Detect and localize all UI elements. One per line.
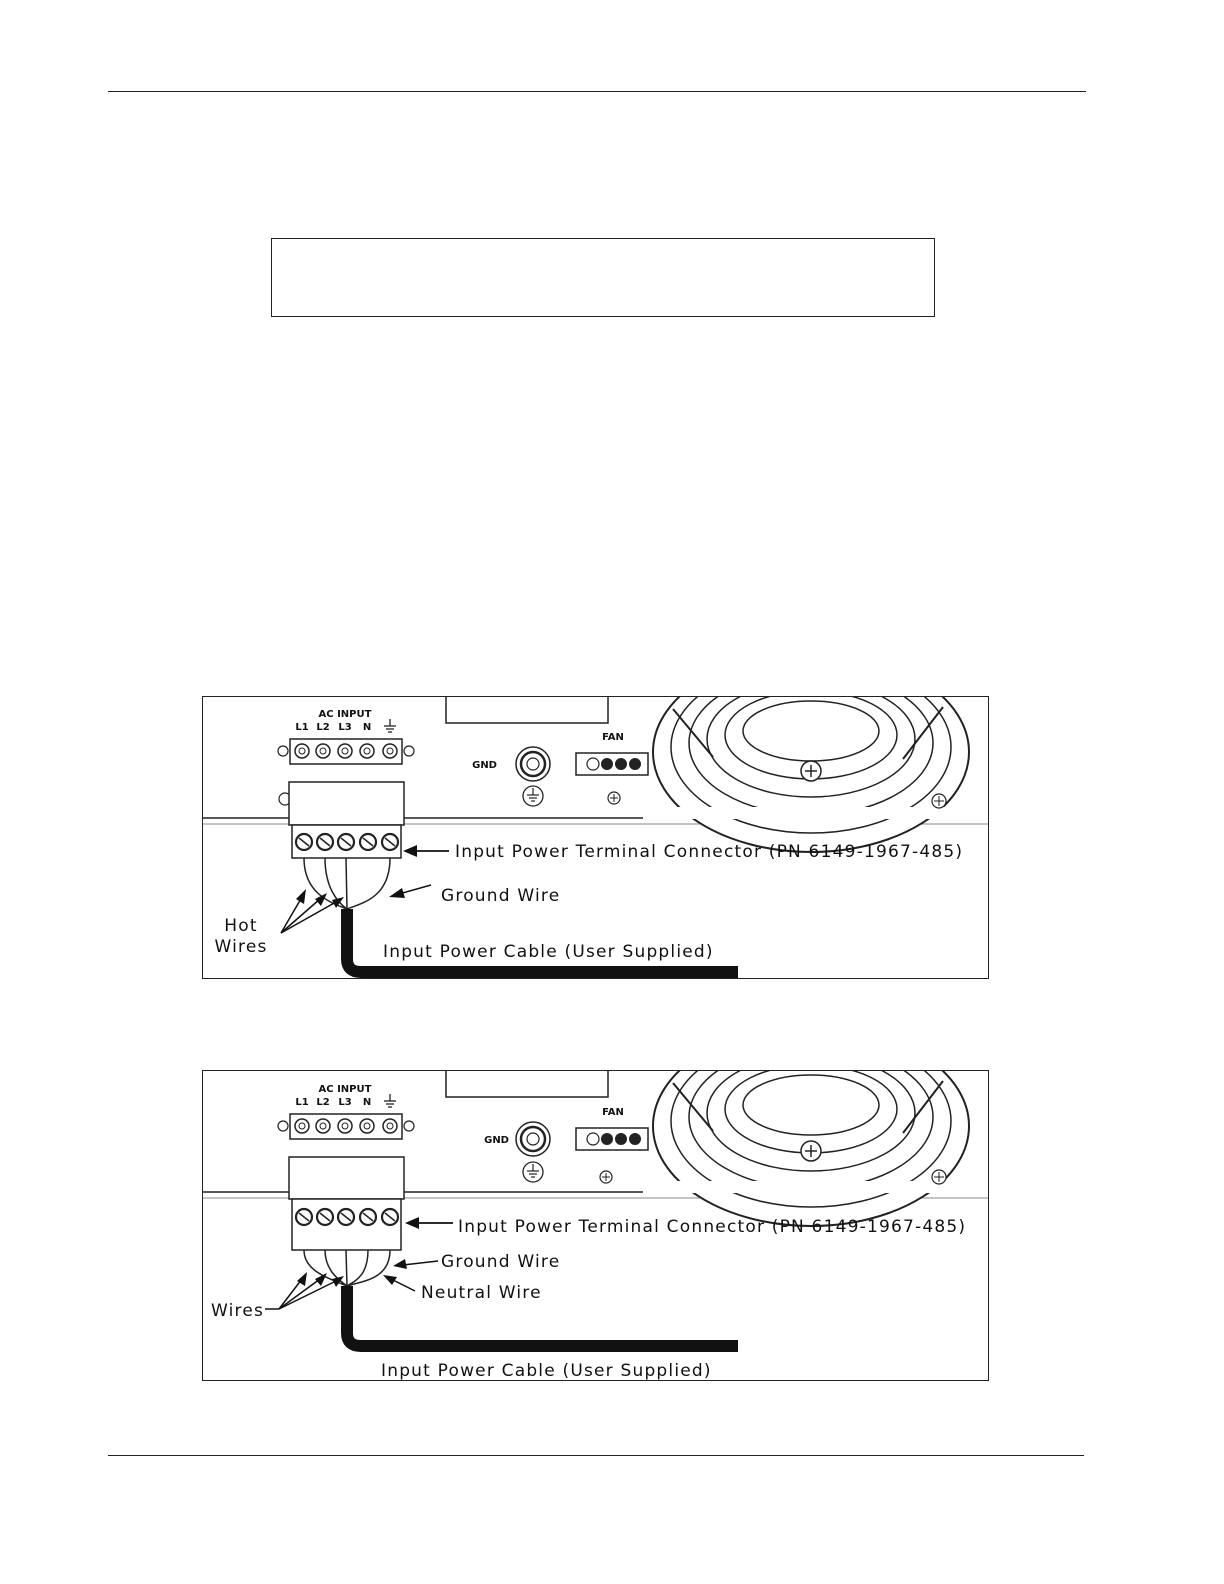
cable-callout: Input Power Cable (User Supplied): [381, 1361, 712, 1381]
terminal-label-n: N: [362, 1097, 372, 1108]
fan-grille-icon: [643, 697, 988, 852]
ground-wire-callout: Ground Wire: [441, 886, 561, 906]
ac-input-label: AC INPUT: [318, 709, 372, 720]
terminal-label-l3: L3: [338, 722, 352, 733]
fan-grille-icon: [643, 1071, 988, 1226]
hot-wires-callout-line1: Hot: [224, 916, 258, 936]
figure-wye-drawing: [203, 1071, 989, 1381]
fan-label: FAN: [602, 1107, 624, 1118]
note-box: [271, 238, 935, 317]
ground-wire-callout: Ground Wire: [441, 1252, 561, 1272]
ac-input-label: AC INPUT: [318, 1084, 372, 1095]
connector-callout: Input Power Terminal Connector (PN 6149-1967-485): [458, 1217, 967, 1237]
rear-terminal-block: [278, 739, 414, 764]
figure-wye-wiring: [202, 1070, 989, 1381]
rear-terminal-block: [278, 1114, 414, 1139]
terminal-label-l1: L1: [295, 1097, 309, 1108]
figure-3phase-drawing: [203, 697, 989, 979]
fan-connector: [576, 753, 648, 804]
fan-label: FAN: [602, 732, 624, 743]
terminal-label-l1: L1: [295, 722, 309, 733]
ground-symbol-icon: [384, 1094, 396, 1107]
ground-symbol-icon: [384, 719, 396, 732]
terminal-label-l2: L2: [316, 722, 330, 733]
figure-3phase-wiring: [202, 696, 989, 979]
terminal-label-n: N: [362, 722, 372, 733]
gnd-stud: [516, 747, 550, 806]
connector-callout: Input Power Terminal Connector (PN 6149-1967-485): [455, 842, 964, 862]
input-power-terminal-connector: [289, 1157, 404, 1250]
terminal-label-l3: L3: [338, 1097, 352, 1108]
wires-callout: Wires: [211, 1301, 265, 1321]
terminal-label-l2: L2: [316, 1097, 330, 1108]
footer-rule: [108, 1455, 1084, 1456]
header-rule: [108, 91, 1086, 92]
screw-icon: [932, 1170, 946, 1184]
gnd-label: GND: [472, 760, 497, 771]
neutral-wire-callout: Neutral Wire: [421, 1283, 542, 1303]
fan-connector: [576, 1128, 648, 1183]
gnd-label: GND: [484, 1135, 509, 1146]
cable-callout: Input Power Cable (User Supplied): [383, 942, 714, 962]
input-power-terminal-connector: [289, 782, 404, 858]
hot-wires-callout-line2: Wires: [214, 937, 268, 957]
gnd-stud: [516, 1122, 550, 1182]
